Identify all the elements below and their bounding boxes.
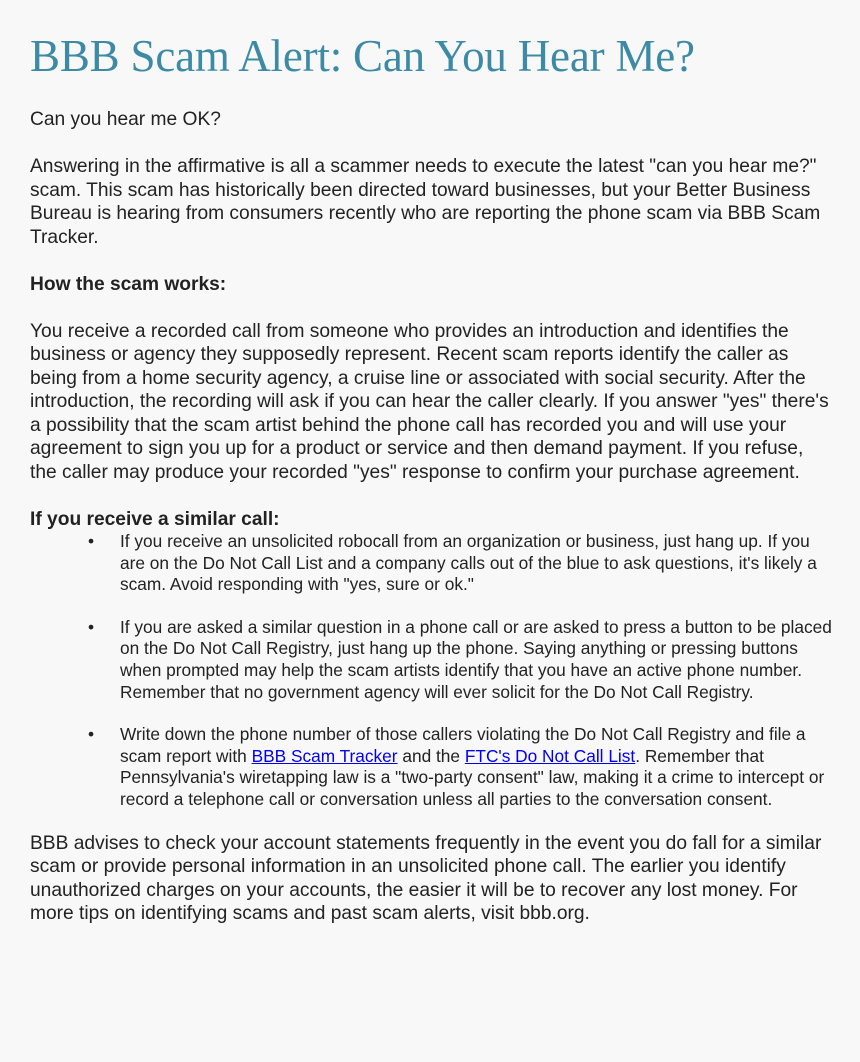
tip-text: If you are asked a similar question in a phone call or are asked to press a button to be placed on the Do Not Call Registry, just hang up the phone. Saying anything or pressing buttons when prompted may help the scam artists identify that you have an active phone number. Remember that no government agency will ever solicit for the Do Not Call Registry. (120, 616, 832, 702)
ftc-do-not-call-link[interactable]: FTC's Do Not Call List (464, 745, 636, 766)
spacer (30, 484, 832, 508)
tip-text: If you receive an unsolicited robocall from an organization or business, just hang up. If you are on the Do Not Call List and a company calls out of the blue to ask questions, it's likely a scam. Avoid responding with "yes, sure or ok." (120, 531, 817, 595)
tip-text-part3: . Remember that Pennsylvania's wiretapping law is a "two-party consent" law, making it a crime to intercept or record a telephone call or conversation unless all parties to the conversation consent. (120, 745, 825, 809)
tip-text-part1: Write down the phone number of those callers violating the Do Not Call Registry and file a scam report with (120, 724, 806, 766)
similar-call-heading: If you receive a similar call: (30, 508, 280, 530)
list-item (30, 617, 832, 703)
spacer (30, 249, 832, 273)
intro-paragraph: Answering in the affirmative is all a scammer needs to execute the latest "can you hear me?" scam. This scam has historically been directed toward businesses, but your Better Business Bureau is hearing from consumers recently who are reporting the phone scam via BBB Scam Tracker. (30, 156, 821, 248)
page-title: BBB Scam Alert: Can You Hear Me? (30, 31, 695, 81)
how-scam-works-heading: How the scam works: (30, 273, 227, 295)
list-item (30, 531, 832, 596)
bullet-icon: • (88, 724, 95, 745)
bbb-scam-tracker-link[interactable]: BBB Scam Tracker (251, 745, 398, 766)
tips-list (30, 531, 832, 811)
how-scam-works-paragraph: You receive a recorded call from someone who provides an introduction and identifies the business or agency they supposedly represent. Recent scam reports identify the caller as being from a home security agency, a cruise line or associated with social security. After the introduction, the recording will ask if you can hear the caller clearly. If you answer "yes" there's a possibility that the scam artist behind the phone call has recorded you and will use your agreement to sign you up for a product or service and then demand payment. If you refuse, the caller may produce your recorded "yes" response to confirm your purchase agreement. (30, 320, 829, 483)
closing-paragraph: BBB advises to check your account statements frequently in the event you do fall for a similar scam or provide personal information in an unsolicited phone call. The earlier you identify unauthorized charges on your accounts, the easier it will be to recover any lost money. For more tips on identifying scams and past scam alerts, visit bbb.org. (30, 832, 822, 925)
list-item (30, 724, 832, 810)
spacer (30, 132, 832, 156)
tip-text-part2: and the (397, 745, 465, 766)
spacer (30, 296, 832, 320)
bullet-icon: • (88, 616, 95, 637)
bullet-icon: • (88, 531, 95, 551)
intro-question: Can you hear me OK? (30, 109, 221, 130)
